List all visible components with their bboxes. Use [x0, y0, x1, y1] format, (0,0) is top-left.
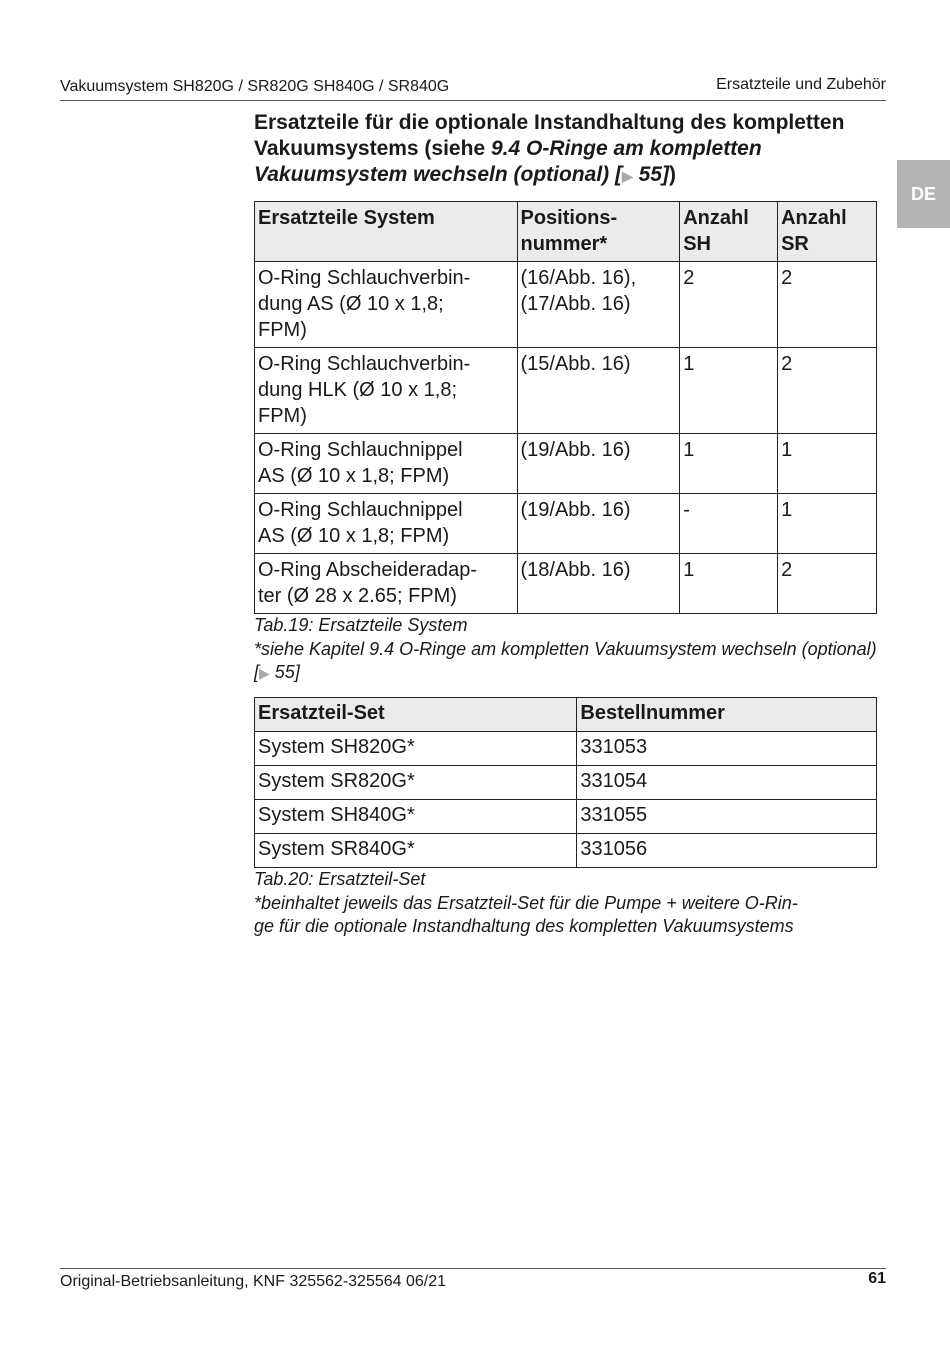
- page-number: 61: [868, 1270, 886, 1287]
- cell-count-sr: 2: [778, 554, 877, 614]
- column-header-count-sr: Anzahl SR: [778, 202, 877, 262]
- cell-part: O-Ring Schlauchnippel AS (Ø 10 x 1,8; FPM): [255, 434, 518, 494]
- table-row: [255, 800, 877, 834]
- table1-caption-block: [254, 614, 879, 686]
- cell-position: (16/Abb. 16), (17/Abb. 16): [517, 262, 680, 348]
- cell-order-number: 331054: [577, 766, 877, 800]
- column-header-order-number: Bestellnummer: [577, 698, 877, 732]
- cell-order-number: 331055: [577, 800, 877, 834]
- cell-set: System SR820G*: [255, 766, 577, 800]
- header-divider: [60, 100, 886, 101]
- table-row: [255, 262, 877, 348]
- section-title-text: Ersatzteile für die optionale Instandhaltung des kompletten Vakuumsystems (siehe: [254, 111, 845, 160]
- column-header-position: Positions- nummer*: [517, 202, 680, 262]
- table-row: [255, 434, 877, 494]
- table1-caption: Tab.19: Ersatzteile System: [254, 615, 468, 635]
- cell-set: System SH820G*: [255, 732, 577, 766]
- cell-position: (19/Abb. 16): [517, 494, 680, 554]
- cell-count-sr: 2: [778, 262, 877, 348]
- table-row: [255, 766, 877, 800]
- cell-position: (19/Abb. 16): [517, 434, 680, 494]
- cell-set: System SH840G*: [255, 800, 577, 834]
- cell-position: (15/Abb. 16): [517, 348, 680, 434]
- cell-part: O-Ring Schlauchnippel AS (Ø 10 x 1,8; FPM): [255, 494, 518, 554]
- table2-caption: Tab.20: Ersatzteil-Set: [254, 869, 426, 889]
- table1-note[interactable]: *siehe Kapitel 9.4 O-Ringe am kompletten Vakuumsystem wechseln (optional) [▶ 55]: [254, 638, 877, 682]
- column-header-count-sh: Anzahl SH: [680, 202, 778, 262]
- footer-divider: [60, 1268, 886, 1269]
- header-chapter-title: Ersatzteile und Zubehör: [716, 76, 886, 93]
- table2-caption-block: [254, 868, 879, 939]
- cell-count-sr: 1: [778, 434, 877, 494]
- spare-part-set-table: [254, 697, 877, 868]
- cell-order-number: 331053: [577, 732, 877, 766]
- cell-part: O-Ring Abscheideradap- ter (Ø 28 x 2.65; FPM): [255, 554, 518, 614]
- cell-part: O-Ring Schlauchverbin- dung AS (Ø 10 x 1,8; FPM): [255, 262, 518, 348]
- cell-count-sh: 1: [680, 554, 778, 614]
- table-row: [255, 732, 877, 766]
- page-link-arrow-icon: ▶: [621, 168, 633, 184]
- cell-count-sh: 1: [680, 434, 778, 494]
- footer-document-info: Original-Betriebsanleitung, KNF 325562-325564 06/21: [60, 1273, 447, 1290]
- table-row: [255, 348, 877, 434]
- table-header-row: [255, 202, 877, 262]
- section-title-reference[interactable]: 9.4 O-Ringe am kompletten Vakuumsystem wechseln (optional) [▶ 55]: [254, 137, 762, 186]
- table-row: [255, 834, 877, 868]
- column-header-part: Ersatzteile System: [255, 202, 518, 262]
- cell-order-number: 331056: [577, 834, 877, 868]
- cell-count-sh: 1: [680, 348, 778, 434]
- cell-count-sh: 2: [680, 262, 778, 348]
- section-title: Ersatzteile für die optionale Instandhaltung des kompletten Vakuumsystems (siehe 9.4 O-Ringe am kompletten Vakuumsystem wechseln (optional) [▶ 55]): [254, 111, 845, 186]
- cell-count-sr: 2: [778, 348, 877, 434]
- page-link-arrow-icon: ▶: [259, 665, 270, 681]
- table-row: [255, 494, 877, 554]
- table-header-row: [255, 698, 877, 732]
- spare-parts-system-table: [254, 201, 877, 614]
- cell-set: System SR840G*: [255, 834, 577, 868]
- table2-note: *beinhaltet jeweils das Ersatzteil-Set für die Pumpe + weitere O-Rin- ge für die optionale Instandhaltung des kompletten Vakuumsystems: [254, 892, 798, 936]
- table-row: [255, 554, 877, 614]
- column-header-set: Ersatzteil-Set: [255, 698, 577, 732]
- cell-count-sh: -: [680, 494, 778, 554]
- cell-position: (18/Abb. 16): [517, 554, 680, 614]
- cell-count-sr: 1: [778, 494, 877, 554]
- language-tab: DE: [897, 160, 950, 228]
- header-document-title: Vakuumsystem SH820G / SR820G SH840G / SR840G: [60, 78, 450, 95]
- cell-part: O-Ring Schlauchverbin- dung HLK (Ø 10 x 1,8; FPM): [255, 348, 518, 434]
